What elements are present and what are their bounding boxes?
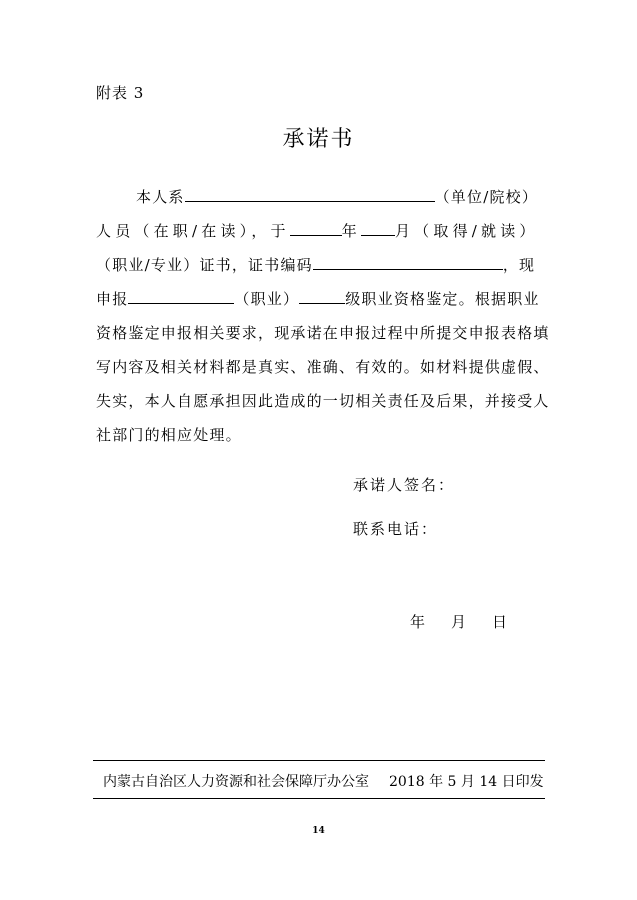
body-text: ，现 — [502, 256, 536, 274]
date-day: 日 — [492, 613, 508, 631]
body-text: 年 — [341, 222, 361, 240]
signer-label: 承诺人签名： — [353, 476, 456, 494]
body-text: 人员（在职/在读），于 — [96, 222, 290, 240]
body-line-1 — [136, 186, 538, 208]
document-title: 承诺书 — [282, 127, 355, 152]
body-line-3 — [96, 254, 535, 276]
body-line-2 — [96, 220, 539, 242]
body-text: 本人系 — [136, 188, 185, 206]
issue-date: 2018 年 5 月 14 日印发 — [389, 774, 544, 790]
issuer-name: 内蒙古自治区人力资源和社会保障厅办公室 — [103, 774, 369, 790]
body-text: 级职业资格鉴定。根据职业 — [345, 290, 540, 308]
certificate-number-blank[interactable] — [313, 255, 503, 270]
body-text: （职业） — [234, 290, 300, 308]
occupation-blank[interactable] — [128, 289, 234, 304]
body-line-6: 写内容及相关材料都是真实、准确、有效的。如材料提供虚假、 — [96, 358, 550, 376]
body-text: 月（取得/就读） — [394, 222, 539, 240]
month-blank[interactable] — [361, 221, 395, 236]
body-text: （职业/专业）证书，证书编码 — [96, 256, 313, 274]
footer-bottom-rule — [93, 798, 545, 799]
body-line-4 — [96, 288, 540, 310]
phone-label: 联系电话： — [353, 520, 439, 538]
level-blank[interactable] — [299, 289, 345, 304]
body-line-8: 社部门的相应处理。 — [96, 426, 242, 444]
body-text: （单位/院校） — [434, 188, 539, 206]
unit-blank[interactable] — [185, 187, 435, 202]
footer-top-rule — [93, 760, 545, 761]
year-blank[interactable] — [290, 221, 342, 236]
body-text: 申报 — [96, 290, 129, 308]
appendix-label: 附表 3 — [96, 84, 145, 102]
date-year: 年 — [410, 613, 426, 631]
body-line-5: 资格鉴定申报相关要求，现承诺在申报过程中所提交申报表格填 — [96, 324, 550, 342]
body-line-7: 失实，本人自愿承担因此造成的一切相关责任及后果，并接受人 — [96, 392, 550, 410]
date-month: 月 — [451, 613, 467, 631]
page-number: 14 — [312, 826, 325, 836]
